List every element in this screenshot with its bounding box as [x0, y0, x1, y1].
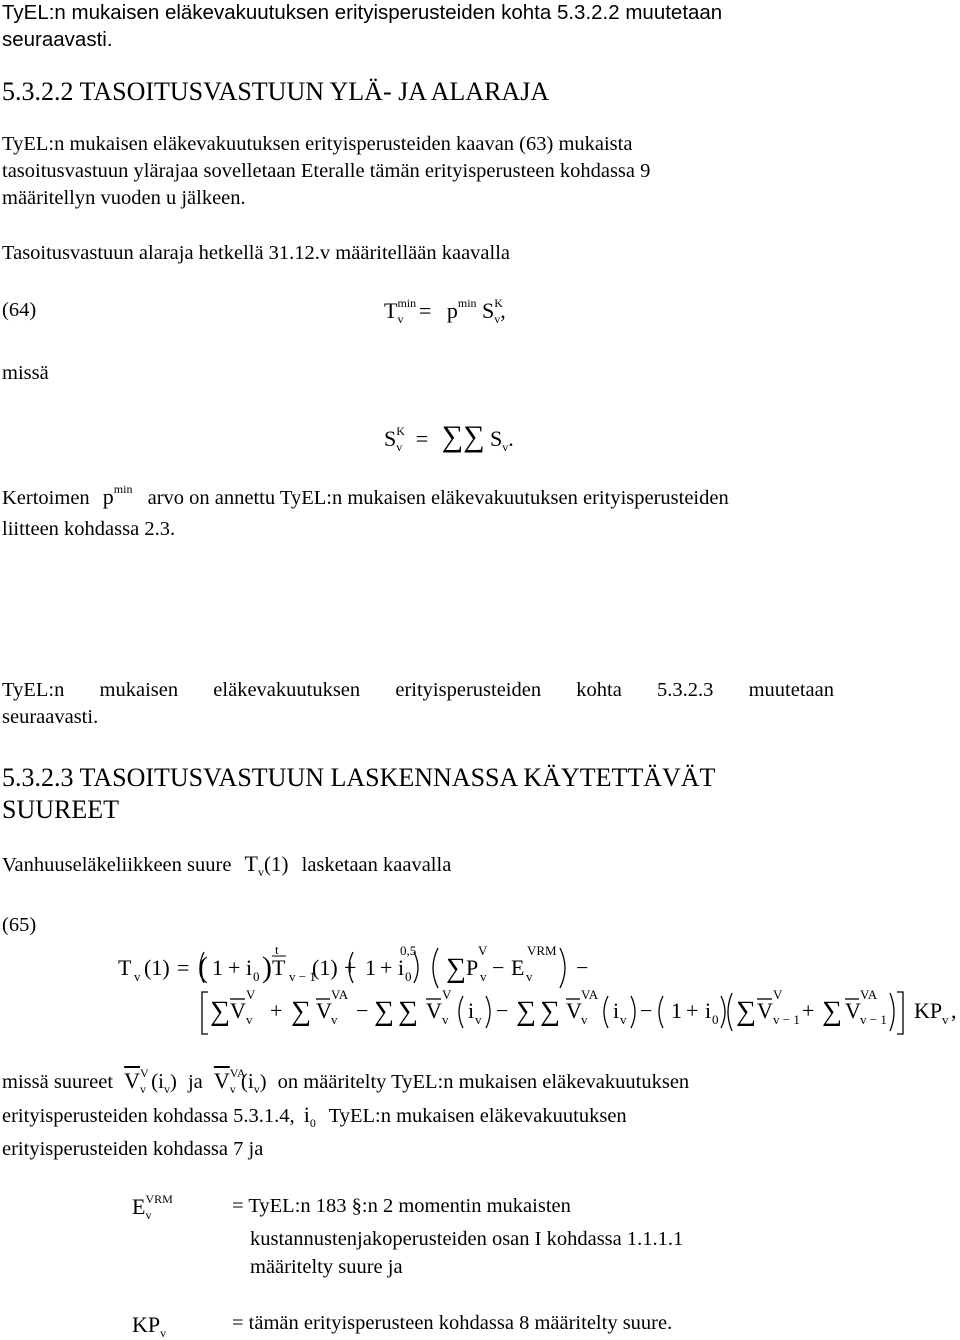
def-symbol-kp	[132, 1312, 166, 1338]
sum-sign: ∑	[398, 996, 418, 1027]
sub-v: v	[502, 440, 509, 454]
bracket-left	[202, 992, 208, 1034]
sup-V: V	[246, 987, 256, 1002]
sub-v: v	[397, 312, 404, 326]
sub-v: v	[480, 969, 487, 984]
sub-v: v	[134, 969, 141, 984]
plus-sign: +	[380, 955, 393, 980]
symbol-V-bar: V	[316, 998, 332, 1023]
symbol-P: P	[466, 955, 479, 980]
sub-v: v	[164, 1082, 170, 1096]
sup-VRM: VRM	[527, 943, 557, 958]
sub-v: v	[160, 1326, 167, 1340]
maaritelty: on määritelty TyEL:n mukaisen eläkevakuutuksen	[277, 1071, 690, 1093]
erityis-line-1-text: erityisperusteiden kohdassa 5.3.1.4,	[2, 1105, 295, 1127]
def-evrm-line-1: = TyEL:n 183 §:n 2 momentin mukaisten	[232, 1195, 571, 1217]
symbol-i: i	[613, 998, 620, 1023]
sub-0: 0	[253, 969, 260, 984]
symbol-S: S	[482, 298, 495, 323]
sum-sign: ∑	[441, 420, 464, 453]
paragraph-line-2: tasoitusvastuun ylärajaa sovelletaan Eteralle tämän erityisperusteen kohdassa 9	[2, 160, 651, 182]
symbol-T-bar: T	[272, 955, 286, 980]
arg-1: (1)	[144, 955, 170, 980]
sub-v: v	[526, 969, 533, 984]
paren-open: )	[198, 951, 208, 984]
plus-sign: +	[344, 955, 357, 980]
missa-suureet-line	[2, 1066, 690, 1096]
minus-sign: −	[496, 998, 509, 1023]
def-symbol-evrm	[132, 1192, 173, 1222]
paren-close: )	[262, 951, 272, 984]
kertoimen-before: Kertoimen	[2, 487, 90, 509]
sup-VRM: VRM	[145, 1192, 173, 1206]
sup-VA: VA	[229, 1066, 246, 1080]
intro-word: mukaisen	[99, 679, 179, 701]
sub-v: v	[253, 1082, 260, 1096]
symbol-i: i	[468, 998, 475, 1023]
def-evrm-line-2: kustannustenjakoperusteiden osan I kohdassa 1.1.1.1	[250, 1228, 684, 1250]
sup-min: min	[457, 296, 477, 310]
plus-sign: +	[228, 955, 241, 980]
symbol-V-bar: $\overline{V}$	[213, 1068, 230, 1093]
sub-v: v	[494, 312, 501, 326]
sup-V: V	[442, 987, 452, 1002]
symbol-V-bar: V	[757, 998, 773, 1023]
symbol-KP: KP	[132, 1312, 161, 1337]
arg-1: (1)	[264, 852, 289, 876]
intro-word: TyEL:n	[2, 679, 65, 701]
paren-left	[459, 996, 463, 1028]
minus-sign: −	[576, 955, 589, 980]
paren-left	[659, 996, 663, 1028]
symbol-T: T	[118, 955, 132, 980]
intro-word: erityisperusteiden	[395, 679, 542, 701]
sub-v: v	[246, 1012, 253, 1027]
arg-1: (1)	[312, 955, 338, 980]
sum-sign: ∑	[210, 996, 230, 1027]
sub-v: v	[258, 865, 264, 879]
sup-VA: VA	[860, 987, 878, 1002]
lower-limit-text: Tasoitusvastuun alaraja hetkellä 31.12.v määritellään kaavalla	[2, 242, 511, 264]
sup-VA: VA	[331, 987, 349, 1002]
sum-sign: ∑	[374, 996, 394, 1027]
sub-0: 0	[405, 969, 412, 984]
symbol-V-bar: V	[230, 998, 246, 1023]
section-heading-5-3-2-2: 5.3.2.2 TASOITUSVASTUUN YLÄ- JA ALARAJA	[2, 77, 550, 106]
erityis-line-1	[2, 1102, 627, 1130]
sum-sign: ∑	[446, 953, 466, 984]
equals-sign: =	[418, 298, 432, 323]
paragraph-line-3: määritellyn vuoden u jälkeen.	[2, 187, 246, 209]
symbol-T: T	[384, 298, 398, 323]
symbol-V-bar: V	[426, 998, 442, 1023]
kertoimen-line-2: liitteen kohdassa 2.3.	[2, 518, 176, 540]
sum-sign: ∑	[540, 996, 560, 1027]
sup-K: K	[396, 424, 405, 438]
sup-K: K	[494, 296, 503, 310]
vanhuus-after: lasketaan kaavalla	[301, 854, 452, 876]
minus-sign: −	[356, 998, 369, 1023]
missa-suureet: missä suureet	[2, 1071, 114, 1093]
tyel-i0: TyEL:n mukaisen eläkevakuutuksen	[328, 1105, 627, 1127]
exponent-0-5: 0,5	[400, 943, 417, 958]
intro-line-2: seuraavasti.	[2, 28, 113, 51]
symbol-p: p	[446, 298, 458, 323]
sup-V: V	[773, 987, 783, 1002]
sum-sign: ∑	[822, 996, 842, 1027]
plus-sign: +	[686, 998, 699, 1023]
period: .	[508, 426, 514, 451]
symbol-i: i	[705, 998, 712, 1023]
sub-v: v	[475, 1012, 482, 1027]
equation-number-64: (64)	[2, 299, 37, 321]
one: 1	[671, 998, 682, 1023]
paren-right	[890, 993, 894, 1031]
one: 1	[365, 955, 376, 980]
arg-iv: (i	[151, 1069, 164, 1093]
paren-left	[728, 993, 732, 1031]
sup-t: t	[275, 942, 279, 957]
paren-close: )	[170, 1071, 177, 1093]
sum-sign: ∑	[463, 420, 485, 453]
sub-v: v	[331, 1012, 338, 1027]
sub-v-minus-1: v − 1	[860, 1012, 887, 1027]
symbol-E: E	[511, 955, 525, 980]
sub-v: v	[581, 1012, 588, 1027]
minus-sign: −	[492, 955, 505, 980]
intro-word: 5.3.2.3	[657, 679, 714, 701]
arg-iv: (i	[240, 1069, 254, 1093]
sub-v-minus-1: v − 1	[289, 969, 316, 984]
symbol-p: p	[102, 484, 114, 509]
vanhuus-before: Vanhuuseläkeliikkeen suure	[2, 854, 232, 876]
comma: ,	[951, 998, 957, 1023]
one: 1	[212, 955, 223, 980]
symbol-i: i	[303, 1102, 310, 1127]
paren-right	[721, 996, 725, 1028]
symbol-V-bar: V	[566, 998, 582, 1023]
sub-v: v	[229, 1082, 236, 1096]
sub-v: v	[396, 440, 403, 454]
section-heading-5-3-2-3-line-2: SUUREET	[2, 795, 119, 824]
missa-label: missä	[2, 362, 49, 384]
def-evrm-line-3: määritelty suure ja	[250, 1256, 403, 1278]
intro-line-1: TyEL:n mukaisen eläkevakuutuksen erityisperusteiden kohta 5.3.2.2 muutetaan	[2, 1, 723, 24]
paren-left	[433, 948, 438, 988]
sub-v: v	[140, 1082, 147, 1096]
paren-close: )	[259, 1071, 267, 1093]
paren-right	[631, 996, 635, 1028]
sup-VA: VA	[581, 987, 599, 1002]
intro-word: eläkevakuutuksen	[213, 679, 361, 701]
sum-sign: ∑	[516, 996, 536, 1027]
erityis-line-2: erityisperusteiden kohdassa 7 ja	[2, 1138, 264, 1160]
section-heading-5-3-2-3-line-1: 5.3.2.3 TASOITUSVASTUUN LASKENNASSA KÄYTETTÄVÄT	[2, 763, 716, 792]
intro-word: muutetaan	[748, 679, 834, 701]
sum-sign: ∑	[291, 996, 311, 1027]
symbol-S: S	[489, 426, 503, 451]
section-2-intro-line-2: seuraavasti.	[2, 706, 99, 728]
sub-0: 0	[712, 1012, 719, 1027]
symbol-i: i	[246, 955, 253, 980]
symbol-T: T	[244, 851, 258, 876]
kertoimen-after: arvo on annettu TyEL:n mukaisen eläkevakuutuksen erityisperusteiden	[147, 487, 729, 509]
paren-right	[486, 996, 490, 1028]
comma: ,	[500, 298, 506, 323]
symbol-E: E	[132, 1194, 146, 1219]
intro-word: kohta	[576, 679, 622, 701]
sup-V: V	[140, 1066, 149, 1080]
symbol-KP: KP	[914, 998, 943, 1023]
sup-min: min	[397, 296, 417, 310]
sub-v: v	[145, 1208, 152, 1222]
sub-v: v	[620, 1012, 627, 1027]
sum-sign: ∑	[736, 996, 756, 1027]
minus-sign: −	[640, 998, 653, 1023]
def-kp: = tämän erityisperusteen kohdassa 8 määritelty suure.	[232, 1312, 673, 1334]
equation-number-65: (65)	[2, 914, 37, 936]
equals-sign: =	[177, 955, 190, 980]
sub-v: v	[442, 1012, 449, 1027]
paren-right	[560, 948, 565, 988]
plus-sign: +	[270, 998, 283, 1023]
symbol-S: S	[384, 426, 397, 451]
symbol-V-bar: V	[845, 998, 861, 1023]
bracket-right	[897, 992, 903, 1034]
sub-v-minus-1: v − 1	[773, 1012, 800, 1027]
sup-V: V	[478, 943, 488, 958]
sub-0: 0	[309, 1116, 316, 1130]
symbol-V-bar: $\overline{V}$	[124, 1068, 141, 1093]
sup-min: min	[113, 482, 133, 496]
equals-sign: =	[415, 426, 429, 451]
paren-left	[604, 996, 608, 1028]
paragraph-line-1: TyEL:n mukaisen eläkevakuutuksen erityisperusteiden kaavan (63) mukaista	[2, 133, 633, 155]
ja: ja	[187, 1071, 203, 1093]
sub-v: v	[942, 1012, 949, 1027]
plus-sign: +	[802, 998, 815, 1023]
symbol-i: i	[398, 955, 405, 980]
